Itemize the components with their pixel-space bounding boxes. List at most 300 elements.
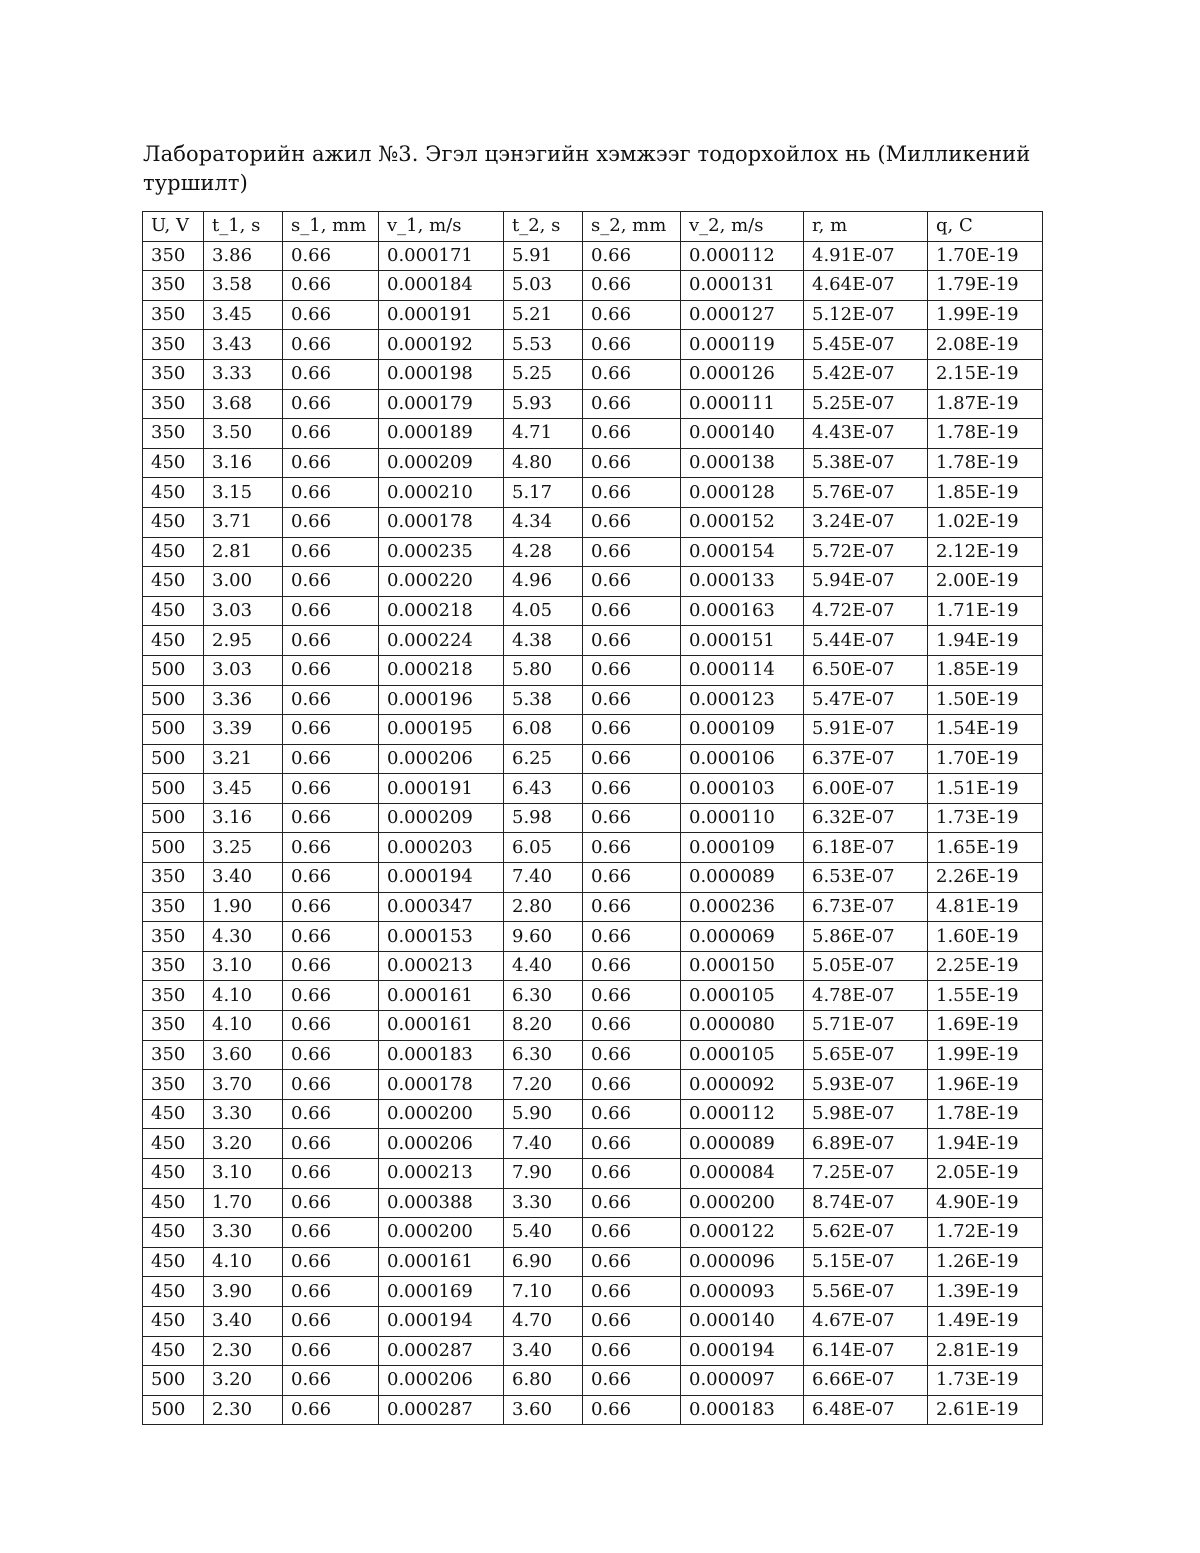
table-cell: 0.000287 (379, 1395, 504, 1425)
table-cell: 5.76E-07 (804, 478, 928, 508)
table-row (143, 359, 1043, 389)
table-cell: 0.66 (583, 1277, 681, 1307)
table-cell: 500 (143, 774, 204, 804)
table-cell: 0.66 (583, 271, 681, 301)
table-cell: 7.40 (504, 1129, 583, 1159)
table-cell: 0.66 (283, 507, 379, 537)
table-cell: 0.66 (583, 537, 681, 567)
table-row (143, 537, 1043, 567)
table-cell: 4.43E-07 (804, 419, 928, 449)
table-cell: 0.66 (583, 744, 681, 774)
table-cell: 0.66 (583, 626, 681, 656)
table-cell: 1.96E-19 (928, 1070, 1043, 1100)
table-cell: 0.000080 (681, 1011, 804, 1041)
table-cell: 0.66 (583, 1366, 681, 1396)
table-cell: 5.47E-07 (804, 685, 928, 715)
column-header: t_2, s (504, 212, 583, 242)
table-cell: 3.10 (204, 951, 283, 981)
table-row (143, 655, 1043, 685)
table-cell: 0.66 (283, 271, 379, 301)
table-cell: 1.55E-19 (928, 981, 1043, 1011)
table-cell: 4.78E-07 (804, 981, 928, 1011)
table-cell: 350 (143, 359, 204, 389)
table-cell: 0.000388 (379, 1188, 504, 1218)
table-cell: 0.000089 (681, 1129, 804, 1159)
table-cell: 5.80 (504, 655, 583, 685)
column-header: v_1, m/s (379, 212, 504, 242)
table-cell: 450 (143, 1306, 204, 1336)
table-cell: 0.000084 (681, 1159, 804, 1189)
table-cell: 450 (143, 1188, 204, 1218)
table-cell: 2.08E-19 (928, 330, 1043, 360)
table-cell: 350 (143, 330, 204, 360)
table-cell: 0.000112 (681, 241, 804, 271)
table-cell: 5.40 (504, 1218, 583, 1248)
table-row (143, 774, 1043, 804)
table-cell: 0.66 (283, 833, 379, 863)
table-cell: 1.73E-19 (928, 803, 1043, 833)
table-cell: 4.64E-07 (804, 271, 928, 301)
table-cell: 450 (143, 626, 204, 656)
table-cell: 0.000191 (379, 774, 504, 804)
table-cell: 5.03 (504, 271, 583, 301)
table-cell: 0.66 (283, 922, 379, 952)
table-row (143, 922, 1043, 952)
table-cell: 350 (143, 1070, 204, 1100)
table-cell: 0.000196 (379, 685, 504, 715)
table-cell: 0.000224 (379, 626, 504, 656)
table-cell: 5.12E-07 (804, 300, 928, 330)
table-cell: 3.30 (204, 1218, 283, 1248)
table-cell: 2.81 (204, 537, 283, 567)
table-cell: 1.60E-19 (928, 922, 1043, 952)
table-cell: 0.66 (583, 1011, 681, 1041)
table-cell: 4.05 (504, 596, 583, 626)
table-cell: 4.90E-19 (928, 1188, 1043, 1218)
table-cell: 2.00E-19 (928, 567, 1043, 597)
table-row (143, 1277, 1043, 1307)
table-cell: 6.66E-07 (804, 1366, 928, 1396)
table-row (143, 1011, 1043, 1041)
table-cell: 1.70E-19 (928, 744, 1043, 774)
table-cell: 3.25 (204, 833, 283, 863)
table-cell: 0.000105 (681, 981, 804, 1011)
table-cell: 0.000179 (379, 389, 504, 419)
table-cell: 4.34 (504, 507, 583, 537)
table-cell: 1.50E-19 (928, 685, 1043, 715)
table-cell: 1.49E-19 (928, 1306, 1043, 1336)
table-cell: 1.85E-19 (928, 478, 1043, 508)
table-cell: 3.40 (204, 863, 283, 893)
table-cell: 0.66 (283, 389, 379, 419)
table-cell: 5.86E-07 (804, 922, 928, 952)
table-cell: 4.80 (504, 448, 583, 478)
table-cell: 0.66 (583, 1306, 681, 1336)
table-cell: 0.000213 (379, 1159, 504, 1189)
table-cell: 0.66 (583, 803, 681, 833)
table-cell: 0.66 (283, 1366, 379, 1396)
table-cell: 4.40 (504, 951, 583, 981)
table-cell: 7.10 (504, 1277, 583, 1307)
table-cell: 450 (143, 1159, 204, 1189)
table-cell: 0.66 (283, 685, 379, 715)
table-cell: 3.86 (204, 241, 283, 271)
table-cell: 2.12E-19 (928, 537, 1043, 567)
table-cell: 0.66 (283, 715, 379, 745)
table-cell: 5.42E-07 (804, 359, 928, 389)
table-cell: 0.000096 (681, 1247, 804, 1277)
table-cell: 5.91 (504, 241, 583, 271)
table-row (143, 419, 1043, 449)
table-cell: 2.81E-19 (928, 1336, 1043, 1366)
table-cell: 1.78E-19 (928, 419, 1043, 449)
table-cell: 5.98 (504, 803, 583, 833)
table-cell: 1.99E-19 (928, 1040, 1043, 1070)
table-cell: 5.98E-07 (804, 1099, 928, 1129)
table-cell: 0.66 (283, 981, 379, 1011)
table-cell: 3.21 (204, 744, 283, 774)
table-row (143, 1247, 1043, 1277)
table-cell: 500 (143, 685, 204, 715)
table-cell: 0.000123 (681, 685, 804, 715)
table-row (143, 626, 1043, 656)
table-cell: 0.66 (583, 951, 681, 981)
table-cell: 0.000189 (379, 419, 504, 449)
table-cell: 0.66 (283, 626, 379, 656)
data-table (142, 211, 1043, 1425)
table-cell: 5.56E-07 (804, 1277, 928, 1307)
table-cell: 350 (143, 389, 204, 419)
table-row (143, 567, 1043, 597)
table-cell: 7.90 (504, 1159, 583, 1189)
table-cell: 0.66 (583, 419, 681, 449)
table-cell: 0.000220 (379, 567, 504, 597)
table-cell: 0.66 (283, 1070, 379, 1100)
table-cell: 0.000194 (379, 1306, 504, 1336)
table-cell: 4.38 (504, 626, 583, 656)
table-cell: 5.45E-07 (804, 330, 928, 360)
table-cell: 0.000131 (681, 271, 804, 301)
table-cell: 4.10 (204, 1247, 283, 1277)
table-cell: 0.000178 (379, 507, 504, 537)
table-cell: 0.66 (583, 715, 681, 745)
table-cell: 2.80 (504, 892, 583, 922)
column-header: s_2, mm (583, 212, 681, 242)
table-cell: 500 (143, 833, 204, 863)
table-cell: 1.72E-19 (928, 1218, 1043, 1248)
table-row (143, 1336, 1043, 1366)
table-cell: 450 (143, 1277, 204, 1307)
table-row (143, 1159, 1043, 1189)
table-row (143, 951, 1043, 981)
table-row (143, 833, 1043, 863)
table-cell: 450 (143, 1099, 204, 1129)
table-cell: 6.00E-07 (804, 774, 928, 804)
table-cell: 5.38 (504, 685, 583, 715)
table-cell: 5.93 (504, 389, 583, 419)
table-cell: 4.72E-07 (804, 596, 928, 626)
table-cell: 350 (143, 1011, 204, 1041)
table-cell: 0.000200 (379, 1099, 504, 1129)
table-cell: 4.10 (204, 981, 283, 1011)
table-cell: 0.000097 (681, 1366, 804, 1396)
table-body (143, 241, 1043, 1425)
table-cell: 0.66 (583, 981, 681, 1011)
table-cell: 3.39 (204, 715, 283, 745)
table-cell: 0.000183 (681, 1395, 804, 1425)
table-cell: 0.000122 (681, 1218, 804, 1248)
table-cell: 0.66 (283, 1277, 379, 1307)
table-cell: 0.66 (283, 1395, 379, 1425)
table-cell: 0.66 (583, 300, 681, 330)
table-row (143, 1129, 1043, 1159)
table-cell: 1.78E-19 (928, 1099, 1043, 1129)
table-cell: 1.71E-19 (928, 596, 1043, 626)
table-cell: 350 (143, 1040, 204, 1070)
table-cell: 500 (143, 1366, 204, 1396)
table-cell: 5.93E-07 (804, 1070, 928, 1100)
table-cell: 0.000103 (681, 774, 804, 804)
table-cell: 0.000089 (681, 863, 804, 893)
table-cell: 0.000106 (681, 744, 804, 774)
column-header: s_1, mm (283, 212, 379, 242)
table-cell: 0.66 (283, 1159, 379, 1189)
table-cell: 2.15E-19 (928, 359, 1043, 389)
table-cell: 6.73E-07 (804, 892, 928, 922)
table-cell: 5.91E-07 (804, 715, 928, 745)
table-row (143, 1306, 1043, 1336)
table-cell: 0.66 (283, 567, 379, 597)
table-cell: 0.000127 (681, 300, 804, 330)
table-cell: 1.39E-19 (928, 1277, 1043, 1307)
table-cell: 4.91E-07 (804, 241, 928, 271)
table-cell: 6.80 (504, 1366, 583, 1396)
table-cell: 0.66 (283, 359, 379, 389)
table-cell: 0.66 (583, 596, 681, 626)
table-cell: 5.38E-07 (804, 448, 928, 478)
table-cell: 0.000195 (379, 715, 504, 745)
table-cell: 0.66 (283, 655, 379, 685)
table-cell: 0.000194 (681, 1336, 804, 1366)
table-cell: 0.000069 (681, 922, 804, 952)
table-cell: 350 (143, 863, 204, 893)
table-cell: 0.000218 (379, 596, 504, 626)
table-cell: 0.000183 (379, 1040, 504, 1070)
table-cell: 0.66 (583, 359, 681, 389)
table-cell: 1.78E-19 (928, 448, 1043, 478)
table-cell: 0.000112 (681, 1099, 804, 1129)
table-cell: 0.66 (283, 300, 379, 330)
table-cell: 0.66 (283, 478, 379, 508)
table-cell: 6.50E-07 (804, 655, 928, 685)
table-cell: 1.70 (204, 1188, 283, 1218)
table-row (143, 1070, 1043, 1100)
table-cell: 7.40 (504, 863, 583, 893)
table-cell: 6.37E-07 (804, 744, 928, 774)
table-cell: 5.72E-07 (804, 537, 928, 567)
table-cell: 3.16 (204, 803, 283, 833)
table-cell: 2.30 (204, 1395, 283, 1425)
table-cell: 0.000206 (379, 744, 504, 774)
table-cell: 0.000236 (681, 892, 804, 922)
table-cell: 450 (143, 1129, 204, 1159)
table-cell: 0.66 (583, 330, 681, 360)
table-cell: 3.30 (504, 1188, 583, 1218)
table-cell: 1.94E-19 (928, 1129, 1043, 1159)
table-cell: 3.58 (204, 271, 283, 301)
table-cell: 350 (143, 241, 204, 271)
table-cell: 3.45 (204, 300, 283, 330)
table-cell: 0.000109 (681, 833, 804, 863)
table-cell: 450 (143, 478, 204, 508)
table-cell: 0.000161 (379, 1247, 504, 1277)
table-cell: 0.66 (283, 330, 379, 360)
table-cell: 0.000153 (379, 922, 504, 952)
table-cell: 350 (143, 892, 204, 922)
table-cell: 0.000218 (379, 655, 504, 685)
table-cell: 0.66 (583, 567, 681, 597)
table-cell: 350 (143, 271, 204, 301)
table-cell: 0.66 (583, 241, 681, 271)
table-cell: 450 (143, 1247, 204, 1277)
table-cell: 0.000140 (681, 1306, 804, 1336)
table-cell: 3.16 (204, 448, 283, 478)
table-cell: 5.15E-07 (804, 1247, 928, 1277)
table-cell: 5.90 (504, 1099, 583, 1129)
table-cell: 0.000203 (379, 833, 504, 863)
table-row (143, 478, 1043, 508)
table-cell: 9.60 (504, 922, 583, 952)
table-cell: 0.66 (583, 774, 681, 804)
header-row (143, 212, 1043, 242)
table-cell: 3.20 (204, 1129, 283, 1159)
table-cell: 8.74E-07 (804, 1188, 928, 1218)
table-cell: 1.87E-19 (928, 389, 1043, 419)
table-cell: 3.40 (204, 1306, 283, 1336)
table-cell: 0.000198 (379, 359, 504, 389)
table-cell: 0.66 (283, 1336, 379, 1366)
table-cell: 3.40 (504, 1336, 583, 1366)
table-cell: 0.000171 (379, 241, 504, 271)
table-cell: 0.000119 (681, 330, 804, 360)
table-row (143, 892, 1043, 922)
table-cell: 5.21 (504, 300, 583, 330)
table-cell: 0.000092 (681, 1070, 804, 1100)
table-cell: 0.66 (283, 1218, 379, 1248)
table-cell: 1.85E-19 (928, 655, 1043, 685)
table-cell: 0.66 (283, 774, 379, 804)
table-cell: 450 (143, 596, 204, 626)
table-cell: 3.90 (204, 1277, 283, 1307)
table-cell: 0.000154 (681, 537, 804, 567)
table-cell: 0.66 (283, 596, 379, 626)
table-cell: 0.000191 (379, 300, 504, 330)
table-cell: 0.66 (583, 1159, 681, 1189)
table-cell: 0.66 (283, 1247, 379, 1277)
table-cell: 0.66 (583, 863, 681, 893)
table-cell: 0.000213 (379, 951, 504, 981)
table-cell: 4.81E-19 (928, 892, 1043, 922)
table-cell: 350 (143, 922, 204, 952)
table-cell: 0.000200 (681, 1188, 804, 1218)
table-cell: 0.000163 (681, 596, 804, 626)
table-cell: 0.66 (283, 892, 379, 922)
column-header: v_2, m/s (681, 212, 804, 242)
table-cell: 0.000178 (379, 1070, 504, 1100)
table-cell: 4.67E-07 (804, 1306, 928, 1336)
table-cell: 0.000111 (681, 389, 804, 419)
table-cell: 5.94E-07 (804, 567, 928, 597)
table-cell: 5.05E-07 (804, 951, 928, 981)
table-cell: 0.66 (583, 1099, 681, 1129)
table-cell: 3.43 (204, 330, 283, 360)
column-header: r, m (804, 212, 928, 242)
table-cell: 7.25E-07 (804, 1159, 928, 1189)
table-cell: 6.14E-07 (804, 1336, 928, 1366)
table-cell: 0.66 (583, 655, 681, 685)
table-row (143, 271, 1043, 301)
table-row (143, 1366, 1043, 1396)
column-header: U, V (143, 212, 204, 242)
table-cell: 2.30 (204, 1336, 283, 1366)
document-title: Лабораторийн ажил №3. Эгэл цэнэгийн хэмжээг тодорхойлох нь (Милликений туршилт) (143, 142, 1031, 195)
table-cell: 0.66 (583, 685, 681, 715)
table-cell: 0.000150 (681, 951, 804, 981)
table-cell: 8.20 (504, 1011, 583, 1041)
table-cell: 3.03 (204, 655, 283, 685)
table-cell: 0.66 (583, 448, 681, 478)
table-cell: 5.25 (504, 359, 583, 389)
table-cell: 5.62E-07 (804, 1218, 928, 1248)
table-row (143, 685, 1043, 715)
table-cell: 0.000114 (681, 655, 804, 685)
table-cell: 350 (143, 951, 204, 981)
table-cell: 0.000347 (379, 892, 504, 922)
table-cell: 0.000126 (681, 359, 804, 389)
table-cell: 500 (143, 1395, 204, 1425)
table-cell: 0.000109 (681, 715, 804, 745)
table-cell: 0.000184 (379, 271, 504, 301)
table-cell: 450 (143, 448, 204, 478)
table-row (143, 300, 1043, 330)
table-row (143, 241, 1043, 271)
table-cell: 0.000105 (681, 1040, 804, 1070)
table-row (143, 863, 1043, 893)
table-cell: 0.66 (583, 922, 681, 952)
table-cell: 0.000206 (379, 1366, 504, 1396)
table-cell: 0.66 (283, 241, 379, 271)
table-cell: 5.17 (504, 478, 583, 508)
table-cell: 6.89E-07 (804, 1129, 928, 1159)
table-cell: 3.00 (204, 567, 283, 597)
table-cell: 3.60 (504, 1395, 583, 1425)
table-cell: 0.66 (583, 1247, 681, 1277)
table-cell: 6.30 (504, 981, 583, 1011)
table-row (143, 1099, 1043, 1129)
table-cell: 6.25 (504, 744, 583, 774)
table-cell: 0.000209 (379, 448, 504, 478)
table-cell: 0.66 (283, 1040, 379, 1070)
table-cell: 450 (143, 537, 204, 567)
table-row (143, 330, 1043, 360)
table-cell: 1.51E-19 (928, 774, 1043, 804)
table-cell: 3.15 (204, 478, 283, 508)
table-cell: 0.000209 (379, 803, 504, 833)
table-cell: 0.000152 (681, 507, 804, 537)
table-cell: 3.68 (204, 389, 283, 419)
table-row (143, 507, 1043, 537)
table-cell: 0.000194 (379, 863, 504, 893)
